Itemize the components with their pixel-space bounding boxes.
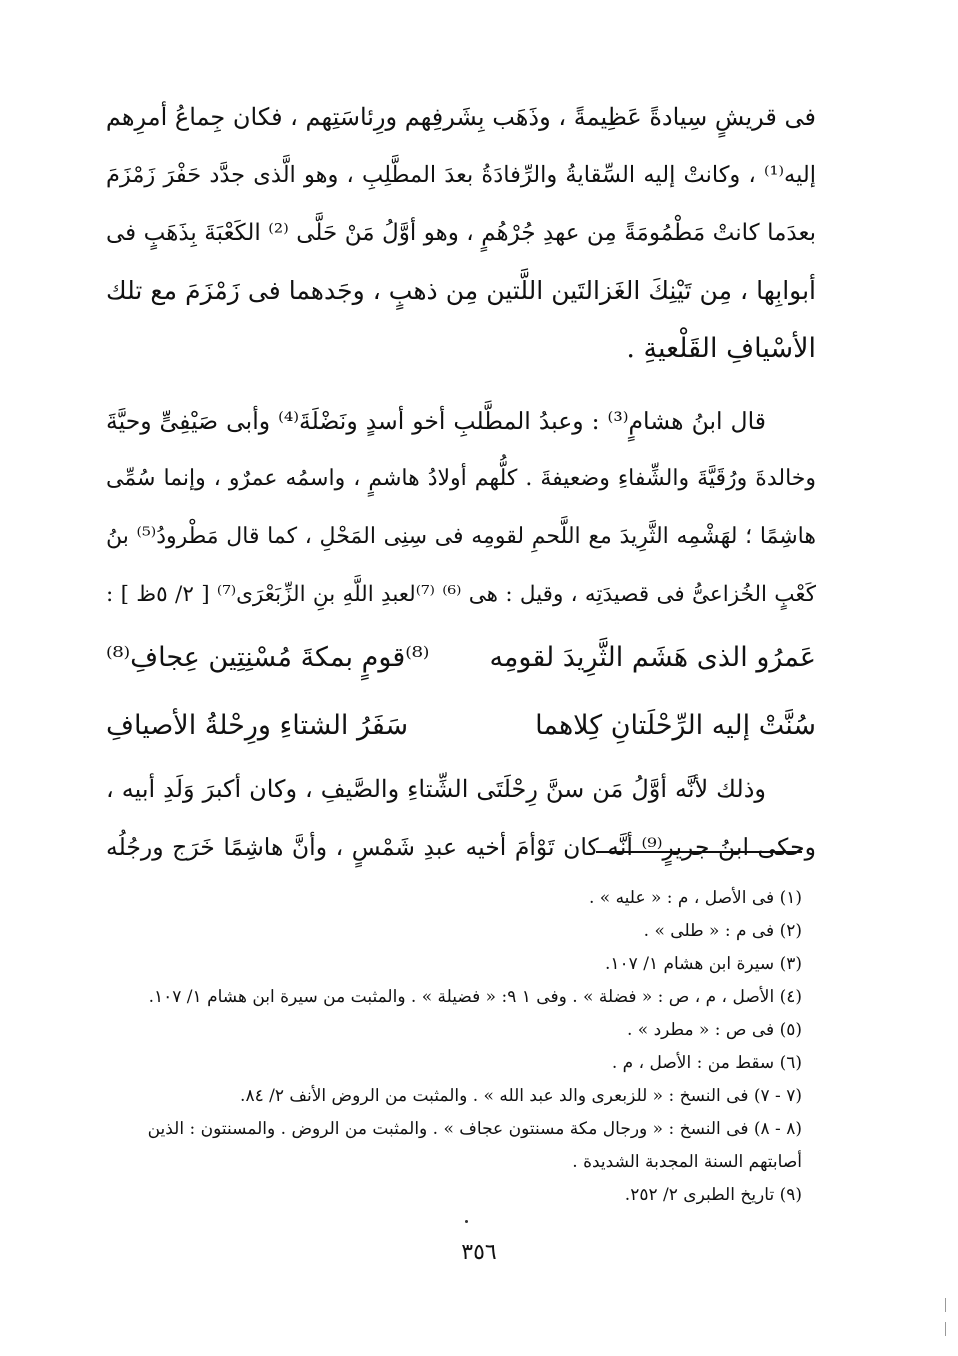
footnote: (٥) فى ص : « مطرد » . — [626, 1020, 802, 1040]
verse-first-hemistich: سُنَّتْ إليه الرِّحْلَتانِ كِلاهما — [535, 710, 816, 741]
print-speck — [465, 1220, 468, 1223]
text-line: وذلك لأنَّه أوَّلُ مَن سنَّ رِحْلَتَى الشِّتاءِ والصَّيفِ ، وكان أكبرَ وَلَدِ أبيه ، — [106, 775, 766, 803]
page-number: ٣٥٦ — [461, 1240, 497, 1265]
verse-second-hemistich: ⁽⁸⁾قومٍ بمكةَ مُسْنِتِين عِجافِ⁽⁸⁾ — [106, 642, 430, 673]
text-line: كَعْبٍ الخُزاعىُّ فى قصيدَتِه ، وقيل : هى ⁽⁶⁾ ⁽⁷⁾لعبدِ اللَّهِ بنِ الزِّبَعْرَى⁽⁷⁾ [ ٢/ ٥ظ ] : — [106, 582, 817, 607]
main-text — [106, 88, 816, 876]
poem-verse — [106, 692, 816, 760]
page-edge-mark — [945, 1322, 946, 1336]
footnote: (٧ - ٧) فى النسخ : « للزبعرى والد عبد الله » . والمثبت من الروض الأنف ٢/ ٨٤. — [240, 1086, 802, 1106]
footnote: (٢) فى م : « طلى » . — [643, 921, 802, 941]
text-line: بعدَما كانتْ مَطْمُومَةً مِن عهدِ جُرْهُمٍ ، وهو أوَّلُ مَنْ حَلَّى ⁽²⁾ الكَعْبَةَ بِذَهَبٍ فى — [106, 220, 816, 246]
text-line: فى قريشٍ سِيادةً عَظِيمةً ، وذَهَب بِشَرفِهم ورِئاسَتِهم ، فكان جِماعُ أمرِهم — [105, 103, 816, 131]
footnote: (٦) سقط من : الأصل ، م . — [611, 1053, 802, 1073]
footnote: (١) فى الأصل ، م : « عليه » . — [588, 888, 802, 908]
poem-verse — [106, 624, 816, 692]
footnote: (٤) الأصل ، م ، ص : « فضلة » . وفى ١ ٩: « فضيلة » . والمثبت من سيرة ابن هشام ١/ ١٠٧. — [148, 987, 802, 1007]
verse-first-hemistich: عَمرُو الذى هَشَم الثَّرِيدَ لقومِه — [489, 642, 816, 673]
footnote: (٣) سيرة ابن هشام ١/ ١٠٧. — [604, 954, 802, 974]
text-line: وحكى ابنُ جريرٍ⁽⁹⁾ أنَّه كان تَوْأمَ أخيه عبدِ شَمْسٍ ، وأنَّ هاشِمًا خَرَج ورجُلُه — [106, 833, 816, 861]
text-line: أبوابِها ، مِن تَيْنِكَ الغَزالتَين اللَّتين مِن ذهبٍ ، وجَدهما فى زَمْزَمَ مع تلك — [106, 276, 816, 305]
text-line: الأسْيافِ القَلْعيةِ . — [626, 333, 816, 364]
footnotes — [62, 882, 802, 1212]
text-line: إليه⁽¹⁾ ، وكانتْ إليه السِّقايةُ والرِّفادَةُ بعدَ المطَّلِبِ ، وهو الَّذى جدَّد حَفْرَ زَمْزَمَ — [106, 162, 816, 188]
footnote: (٨ - ٨) فى النسخ : « ورجال مكة مسنتون عجاف » . والمثبت من الروض . والمسنتون : الذين — [147, 1119, 802, 1139]
page-edge-mark — [945, 1298, 946, 1312]
text-line: هاشِمًا ؛ لهَشْمِه الثَّرِيدَ مع اللَّحمِ لقومِه فى سِنِى المَحْلِ ، كما قال مَطْرودُ⁽⁵⁾ بنُ — [106, 524, 816, 549]
text-line: قال ابنُ هشامٍ⁽³⁾ : وعبدُ المطَّلبِ أخو أسدٍ ونَضْلَةَ⁽⁴⁾ وأبى صَيْفِىٍّ وحيَّةَ — [106, 407, 766, 435]
text-line: وخالدةَ ورُقَيَّةَ والشِّفاءِ وضعيفةَ . كلُّهم أولادُ هاشمٍ ، واسمُه عمرٌو ، وإنما سُمِّى — [106, 466, 816, 491]
footnote: (٩) تاريخ الطبرى ٢/ ٢٥٢. — [624, 1185, 802, 1205]
footnote-continuation: أصابتهم السنة المجدبة الشديدة . — [572, 1152, 802, 1172]
verse-second-hemistich: سَفَرُ الشتاءِ ورِحْلةُ الأصيافِ — [106, 710, 409, 741]
footnote-separator — [596, 851, 802, 853]
